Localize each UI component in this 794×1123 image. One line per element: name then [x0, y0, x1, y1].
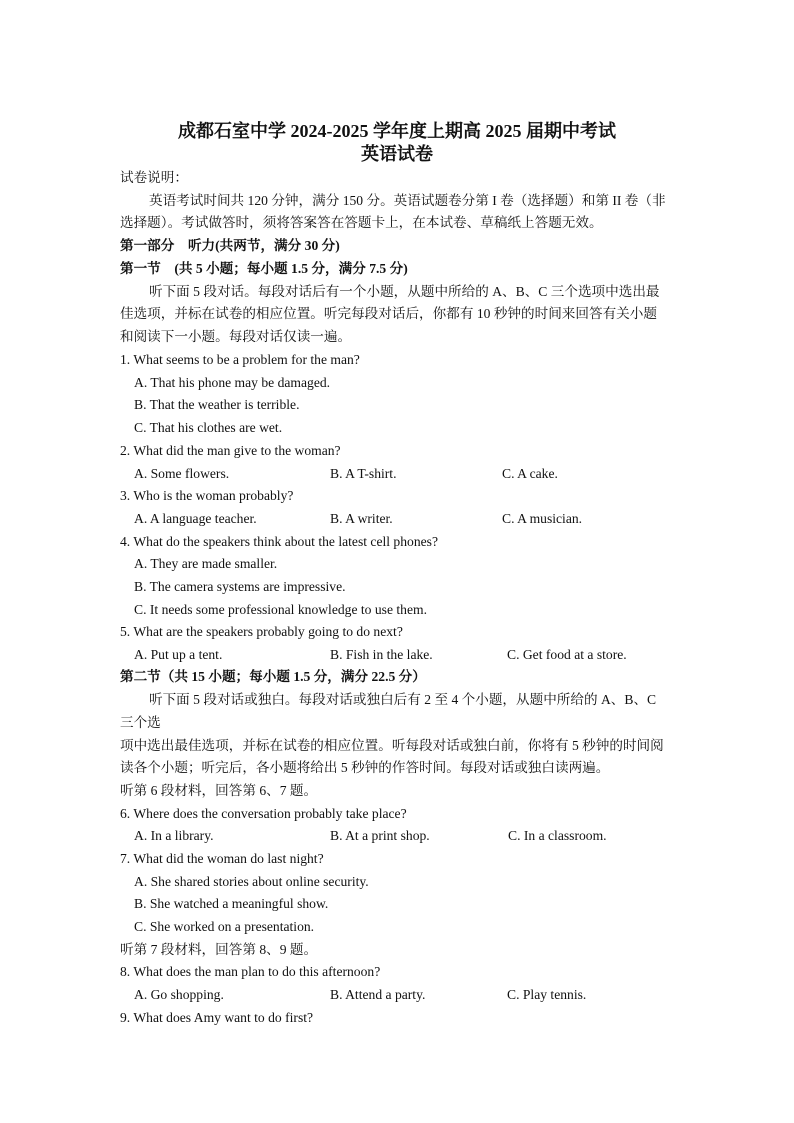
question-8-option-b: B. Attend a party. — [330, 987, 426, 1002]
question-7-option-a: A. She shared stories about online security. — [134, 874, 369, 889]
question-5-option-a: A. Put up a tent. — [134, 647, 223, 662]
question-2-option-b: B. A T-shirt. — [330, 466, 397, 481]
section1-directions: 和阅读下一小题。每段对话仅读一遍。 — [120, 329, 352, 344]
question-5-option-b: B. Fish in the lake. — [330, 647, 433, 662]
question-2-option-a: A. Some flowers. — [134, 466, 230, 481]
question-4-option-b: B. The camera systems are impressive. — [134, 579, 346, 594]
question-7-option-c: C. She worked on a presentation. — [134, 919, 315, 934]
question-1-stem: 1. What seems to be a problem for the man? — [120, 352, 360, 367]
question-9-stem: 9. What does Amy want to do first? — [120, 1010, 314, 1025]
question-2-option-c: C. A cake. — [502, 466, 558, 481]
section2-directions: 三个选 — [120, 715, 161, 730]
section2-directions: 听下面 5 段对话或独白。每段对话或独白后有 2 至 4 个小题，从题中所给的 A、B、C — [149, 692, 657, 707]
instructions-line: 英语考试时间共 120 分钟，满分 150 分。英语试题卷分第 I 卷（选择题）和第 II 卷（非 — [149, 193, 666, 208]
section2-directions: 读各个小题；听完后，各小题将给出 5 秒钟的作答时间。每段对话或独白读两遍。 — [120, 760, 610, 775]
question-6-option-c: C. In a classroom. — [508, 828, 607, 843]
question-1-option-a: A. That his phone may be damaged. — [134, 375, 331, 390]
question-3-option-b: B. A writer. — [330, 511, 393, 526]
question-3-option-c: C. A musician. — [502, 511, 583, 526]
material-7-note: 听第 7 段材料，回答第 8、9 题。 — [120, 942, 318, 957]
question-5-stem: 5. What are the speakers probably going to do next? — [120, 624, 403, 639]
question-4-stem: 4. What do the speakers think about the latest cell phones? — [120, 534, 438, 549]
question-8-option-a: A. Go shopping. — [134, 987, 224, 1002]
question-7-option-b: B. She watched a meaningful show. — [134, 896, 329, 911]
section2-heading: 第二节（共 15 小题；每小题 1.5 分，满分 22.5 分） — [120, 669, 426, 684]
question-6-stem: 6. Where does the conversation probably take place? — [120, 806, 407, 821]
part1-heading: 第一部分 听力(共两节，满分 30 分) — [120, 238, 340, 253]
instructions-label: 试卷说明： — [120, 170, 188, 185]
question-2-stem: 2. What did the man give to the woman? — [120, 443, 341, 458]
exam-title: 成都石室中学 2024-2025 学年度上期高 2025 届期中考试 — [178, 121, 616, 141]
section1-directions: 佳选项，并标在试卷的相应位置。听完每段对话后，你都有 10 秒钟的时间来回答有关小题 — [120, 306, 657, 321]
section1-heading: 第一节 (共 5 小题；每小题 1.5 分，满分 7.5 分) — [120, 261, 408, 276]
question-3-stem: 3. Who is the woman probably? — [120, 488, 294, 503]
material-6-note: 听第 6 段材料，回答第 6、7 题。 — [120, 783, 318, 798]
question-7-stem: 7. What did the woman do last night? — [120, 851, 324, 866]
instructions-line: 选择题）。考试做答时，须将答案答在答题卡上，在本试卷、草稿纸上答题无效。 — [120, 215, 603, 230]
question-1-option-c: C. That his clothes are wet. — [134, 420, 283, 435]
question-8-option-c: C. Play tennis. — [507, 987, 587, 1002]
question-6-option-a: A. In a library. — [134, 828, 214, 843]
question-8-stem: 8. What does the man plan to do this afternoon? — [120, 964, 381, 979]
question-4-option-a: A. They are made smaller. — [134, 556, 278, 571]
section2-directions: 项中选出最佳选项，并标在试卷的相应位置。听每段对话或独白前，你将有 5 秒钟的时间阅 — [120, 738, 664, 753]
question-5-option-c: C. Get food at a store. — [507, 647, 627, 662]
question-4-option-c: C. It needs some professional knowledge to use them. — [134, 602, 427, 617]
question-1-option-b: B. That the weather is terrible. — [134, 397, 300, 412]
question-6-option-b: B. At a print shop. — [330, 828, 430, 843]
question-3-option-a: A. A language teacher. — [134, 511, 257, 526]
exam-subtitle: 英语试卷 — [361, 144, 433, 164]
section1-directions: 听下面 5 段对话。每段对话后有一个小题，从题中所给的 A、B、C 三个选项中选出最 — [149, 284, 660, 299]
